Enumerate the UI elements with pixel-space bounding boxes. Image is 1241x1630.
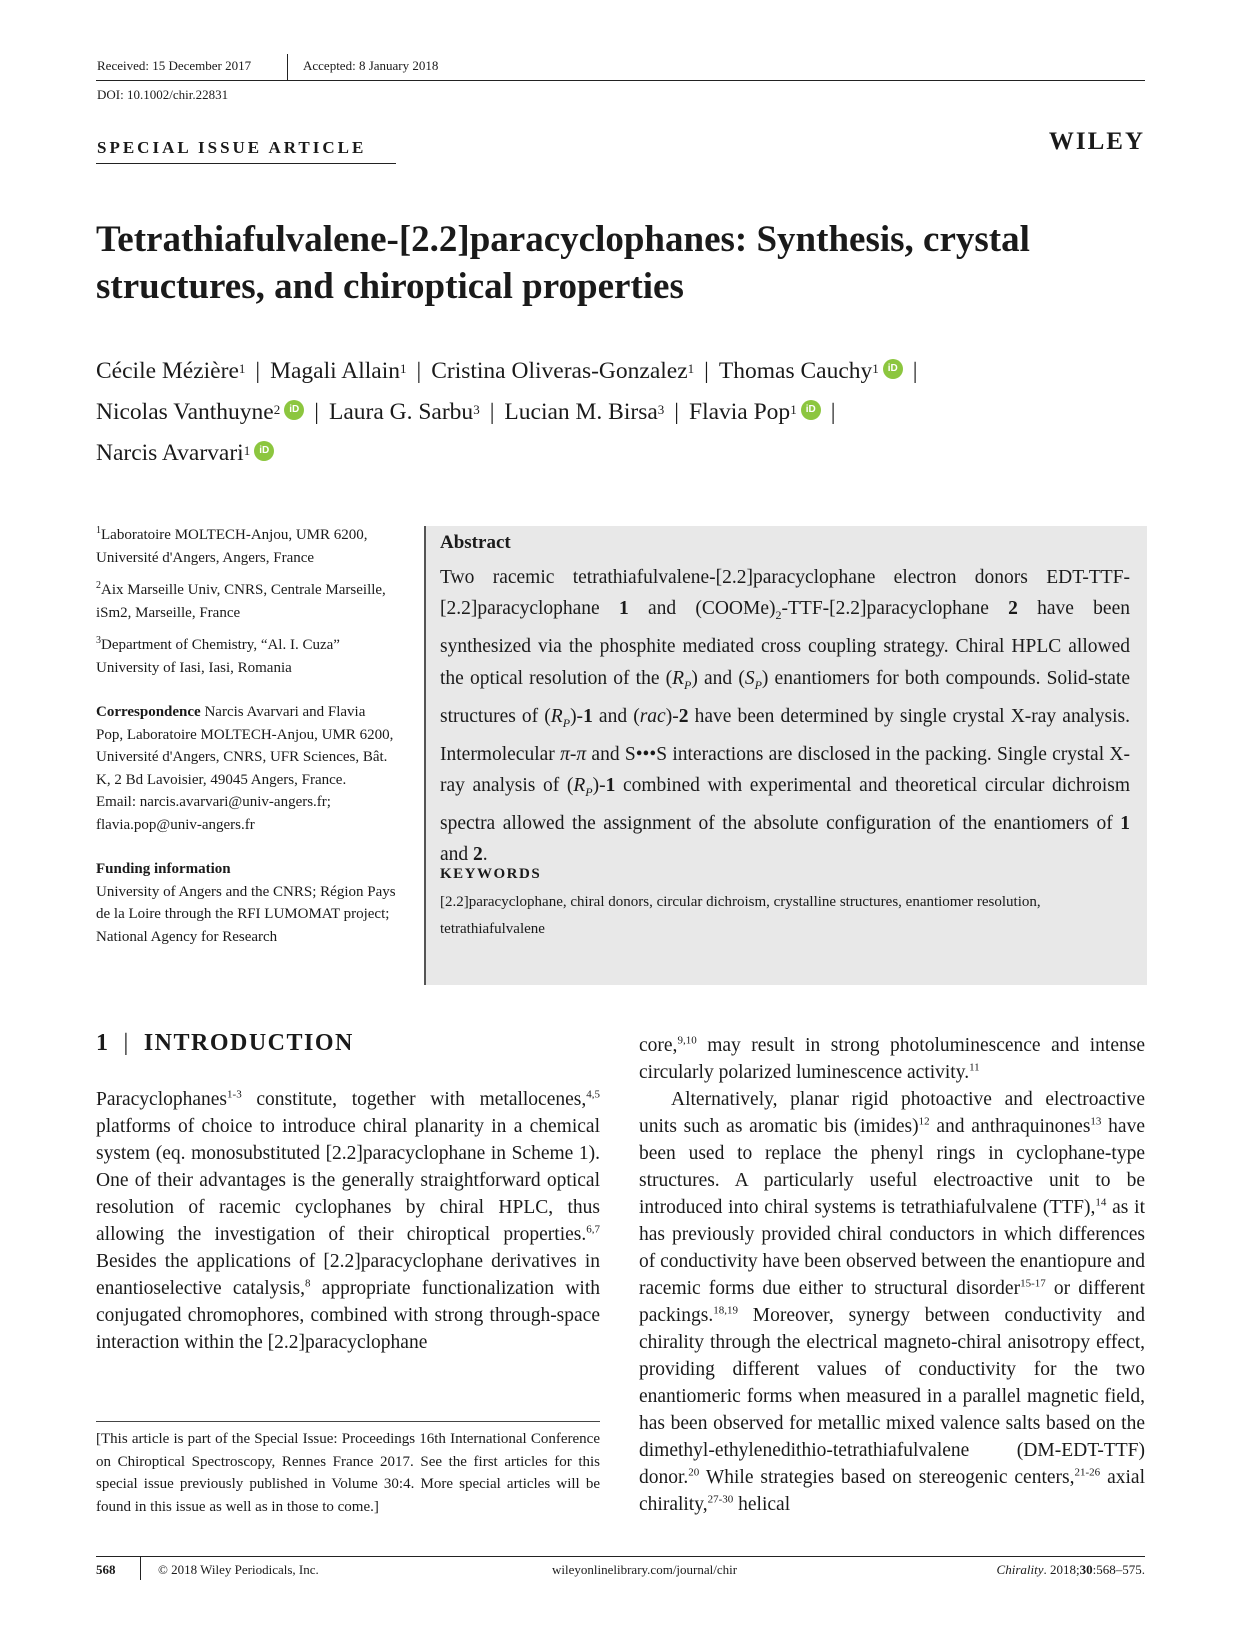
author-separator: | — [416, 358, 422, 384]
keywords-text: [2.2]paracyclophane, chiral donors, circular dichroism, crystalline structures, enantiomer resolution, tetrathiafulvalene — [440, 894, 1041, 937]
author[interactable]: Thomas Cauchy$^1$ iD — [719, 358, 903, 384]
affiliation: $^2$Aix Marseille Univ, CNRS, Centrale Marseille, iSm2, Marseille, France — [96, 580, 386, 621]
doi[interactable]: DOI: 10.1002/chir.22831 — [97, 87, 229, 102]
author-separator: | — [674, 399, 679, 425]
abstract-text: Two racemic tetrathiafulvalene-[2.2]paracyclophane electron donors EDT-TTF-[2.2]paracyclophane 1 and $(COOMe)_2-TTF-[2.2]paracyclophane$ 2 have been synthesized via the phosphite mediated cross coupling strategy. Chiral HPLC allowed the optical resolution of the $(R_P)$ and $(S_P)$ enantiomers for both compounds. Solid-state structures of $(R_P)-1$ and (rac)-2 have been determined by single crystal X-ray analysis. Intermolecular π-π and S•••S interactions are disclosed in the packing. Single crystal X-ray analysis of $(R_P)-1$ combined with experimental and theoretical circular dichroism spectra allowed the assignment of the absolute configuration of the enantiomers of 1 and 2. — [440, 567, 1131, 866]
author-list — [96, 351, 1156, 474]
author[interactable]: Flavia Pop$^1$ iD — [689, 399, 821, 425]
copyright: © 2018 Wiley Periodicals, Inc. — [158, 1562, 319, 1577]
section-heading: 1 | INTRODUCTION — [96, 1030, 354, 1056]
author[interactable]: Magali Allain$^1$ — [270, 358, 407, 384]
correspondence: Correspondence Narcis Avarvari and Flavia Pop, Laboratoire MOLTECH-Anjou, UMR 6200, Université d'Angers, CNRS, UFR Sciences, Bât. K, 2 Bd Lavoisier, 49045 Angers, France. Email: narcis.avarvari@univ-angers.fr; flavia.pop@univ-angers.fr — [96, 704, 394, 833]
intro-column-1: Paracyclophanes$^{1-3}$ constitute, together with metallocenes,$^{4,5}$ platforms of choice to introduce chiral planarity in a chemical system (eq. monosubstituted [2.2]paracyclophane in Scheme 1). One of their advantages is the generally straightforward optical resolution of racemic cyclophanes by chiral HPLC, thus allowing the investigation of their chiroptical properties.$^{6,7}$ Besides the applications of [2.2]paracyclophane derivatives in enantioselective catalysis,$^8$ appropriate functionalization with conjugated chromophores, combined with strong through-space interaction within the [2.2]paracyclophane — [96, 1088, 600, 1353]
footnote: [This article is part of the Special Issue: Proceedings 16th International Conference on Chiroptical Spectroscopy, Rennes France 2017. See the first articles for this special issue previously published in Volume 30:4. More special articles will be found in this issue as well as in those to come.] — [96, 1431, 600, 1515]
affiliation: $^3$Department of Chemistry, “Al. I. Cuza” University of Iasi, Iasi, Romania — [96, 635, 340, 676]
author[interactable]: Cécile Mézière$^1$ — [96, 358, 246, 384]
orcid-icon[interactable]: iD — [254, 441, 274, 461]
author-separator: | — [912, 358, 918, 384]
article-title — [96, 216, 1156, 310]
intro-column-2 — [639, 1032, 1145, 1518]
affiliations-column — [96, 520, 396, 954]
author-separator: | — [314, 399, 319, 425]
correspondence-email[interactable]: Email: narcis.avarvari@univ-angers.fr; flavia.pop@univ-angers.fr — [96, 794, 331, 833]
article-type: SPECIAL ISSUE ARTICLE — [97, 138, 367, 157]
article-type-underline — [96, 163, 396, 164]
affiliation: $^1$Laboratoire MOLTECH-Anjou, UMR 6200, Université d'Angers, Angers, France — [96, 525, 368, 566]
footer-rule — [96, 1556, 1145, 1557]
orcid-icon[interactable]: iD — [801, 400, 821, 420]
author[interactable]: Cristina Oliveras-Gonzalez$^1$ — [431, 358, 695, 384]
header-rule — [96, 80, 1145, 81]
keywords-heading: KEYWORDS — [440, 866, 542, 882]
abstract-heading: Abstract — [440, 532, 511, 553]
footnote-rule — [96, 1421, 600, 1422]
paragraph: core,$^{9,10}$ may result in strong photoluminescence and intense circularly polarized luminescence activity.$^{11}$ — [639, 1034, 1145, 1083]
author-separator: | — [830, 399, 836, 425]
publisher-logo: WILEY — [1048, 128, 1145, 155]
author[interactable]: Laura G. Sarbu$^3$ — [328, 399, 480, 425]
orcid-icon[interactable]: iD — [284, 400, 304, 420]
author[interactable]: Lucian M. Birsa$^3$ — [504, 399, 665, 425]
journal-url[interactable]: wileyonlinelibrary.com/journal/chir — [552, 1562, 738, 1577]
author-separator: | — [255, 358, 261, 384]
orcid-icon[interactable]: iD — [883, 359, 903, 379]
accepted-date: Accepted: 8 January 2018 — [303, 58, 439, 73]
footer-separator — [140, 1556, 141, 1580]
paragraph: Alternatively, planar rigid photoactive and electroactive units such as aromatic bis (imides)$^{12}$ and anthraquinones$^{13}$ have been used to replace the phenyl rings in cyclophane-type structures. A particularly useful electroactive unit to be introduced into chiral systems is tetrathiafulvalene (TTF),$^{14}$ as it has previously provided chiral conductors in which differences of conductivity have been observed between the enantiopure and racemic forms due either to structural disorder$^{15-17}$ or different packings.$^{18,19}$ Moreover, synergy between conductivity and chirality through the electrical magneto-chiral anisotropy effect, providing different values of conductivity for the two enantiomeric forms when measured in a parallel magnetic field, has been observed for metallic mixed valence salts based on the dimethyl-ethylenedithio-tetrathiafulvalene (DM-EDT-TTF) donor.$^{20}$ While strategies based on stereogenic centers,$^{21-26}$ axial chirality,$^{27-30}$ helical — [639, 1089, 1145, 1515]
funding-heading: Funding information — [96, 861, 231, 877]
received-date: Received: 15 December 2017 — [97, 58, 252, 73]
title-line-1: Tetrathiafulvalene-[2.2]paracyclophanes: Synthesis, crystal — [96, 219, 1030, 260]
author-separator: | — [489, 399, 495, 425]
citation: Chirality. 2018;30:568–575. — [996, 1562, 1145, 1577]
page-number: 568 — [96, 1562, 116, 1577]
title-line-2: structures, and chiroptical properties — [96, 266, 684, 307]
funding-text: University of Angers and the CNRS; Région Pays de la Loire through the RFI LUMOMAT project; National Agency for Research — [96, 883, 396, 945]
author[interactable]: Nicolas Vanthuyne$^2$ iD — [96, 399, 304, 425]
author[interactable]: Narcis Avarvari$^1$ iD — [96, 440, 274, 466]
author-separator: | — [704, 358, 709, 384]
header-separator — [287, 54, 288, 80]
